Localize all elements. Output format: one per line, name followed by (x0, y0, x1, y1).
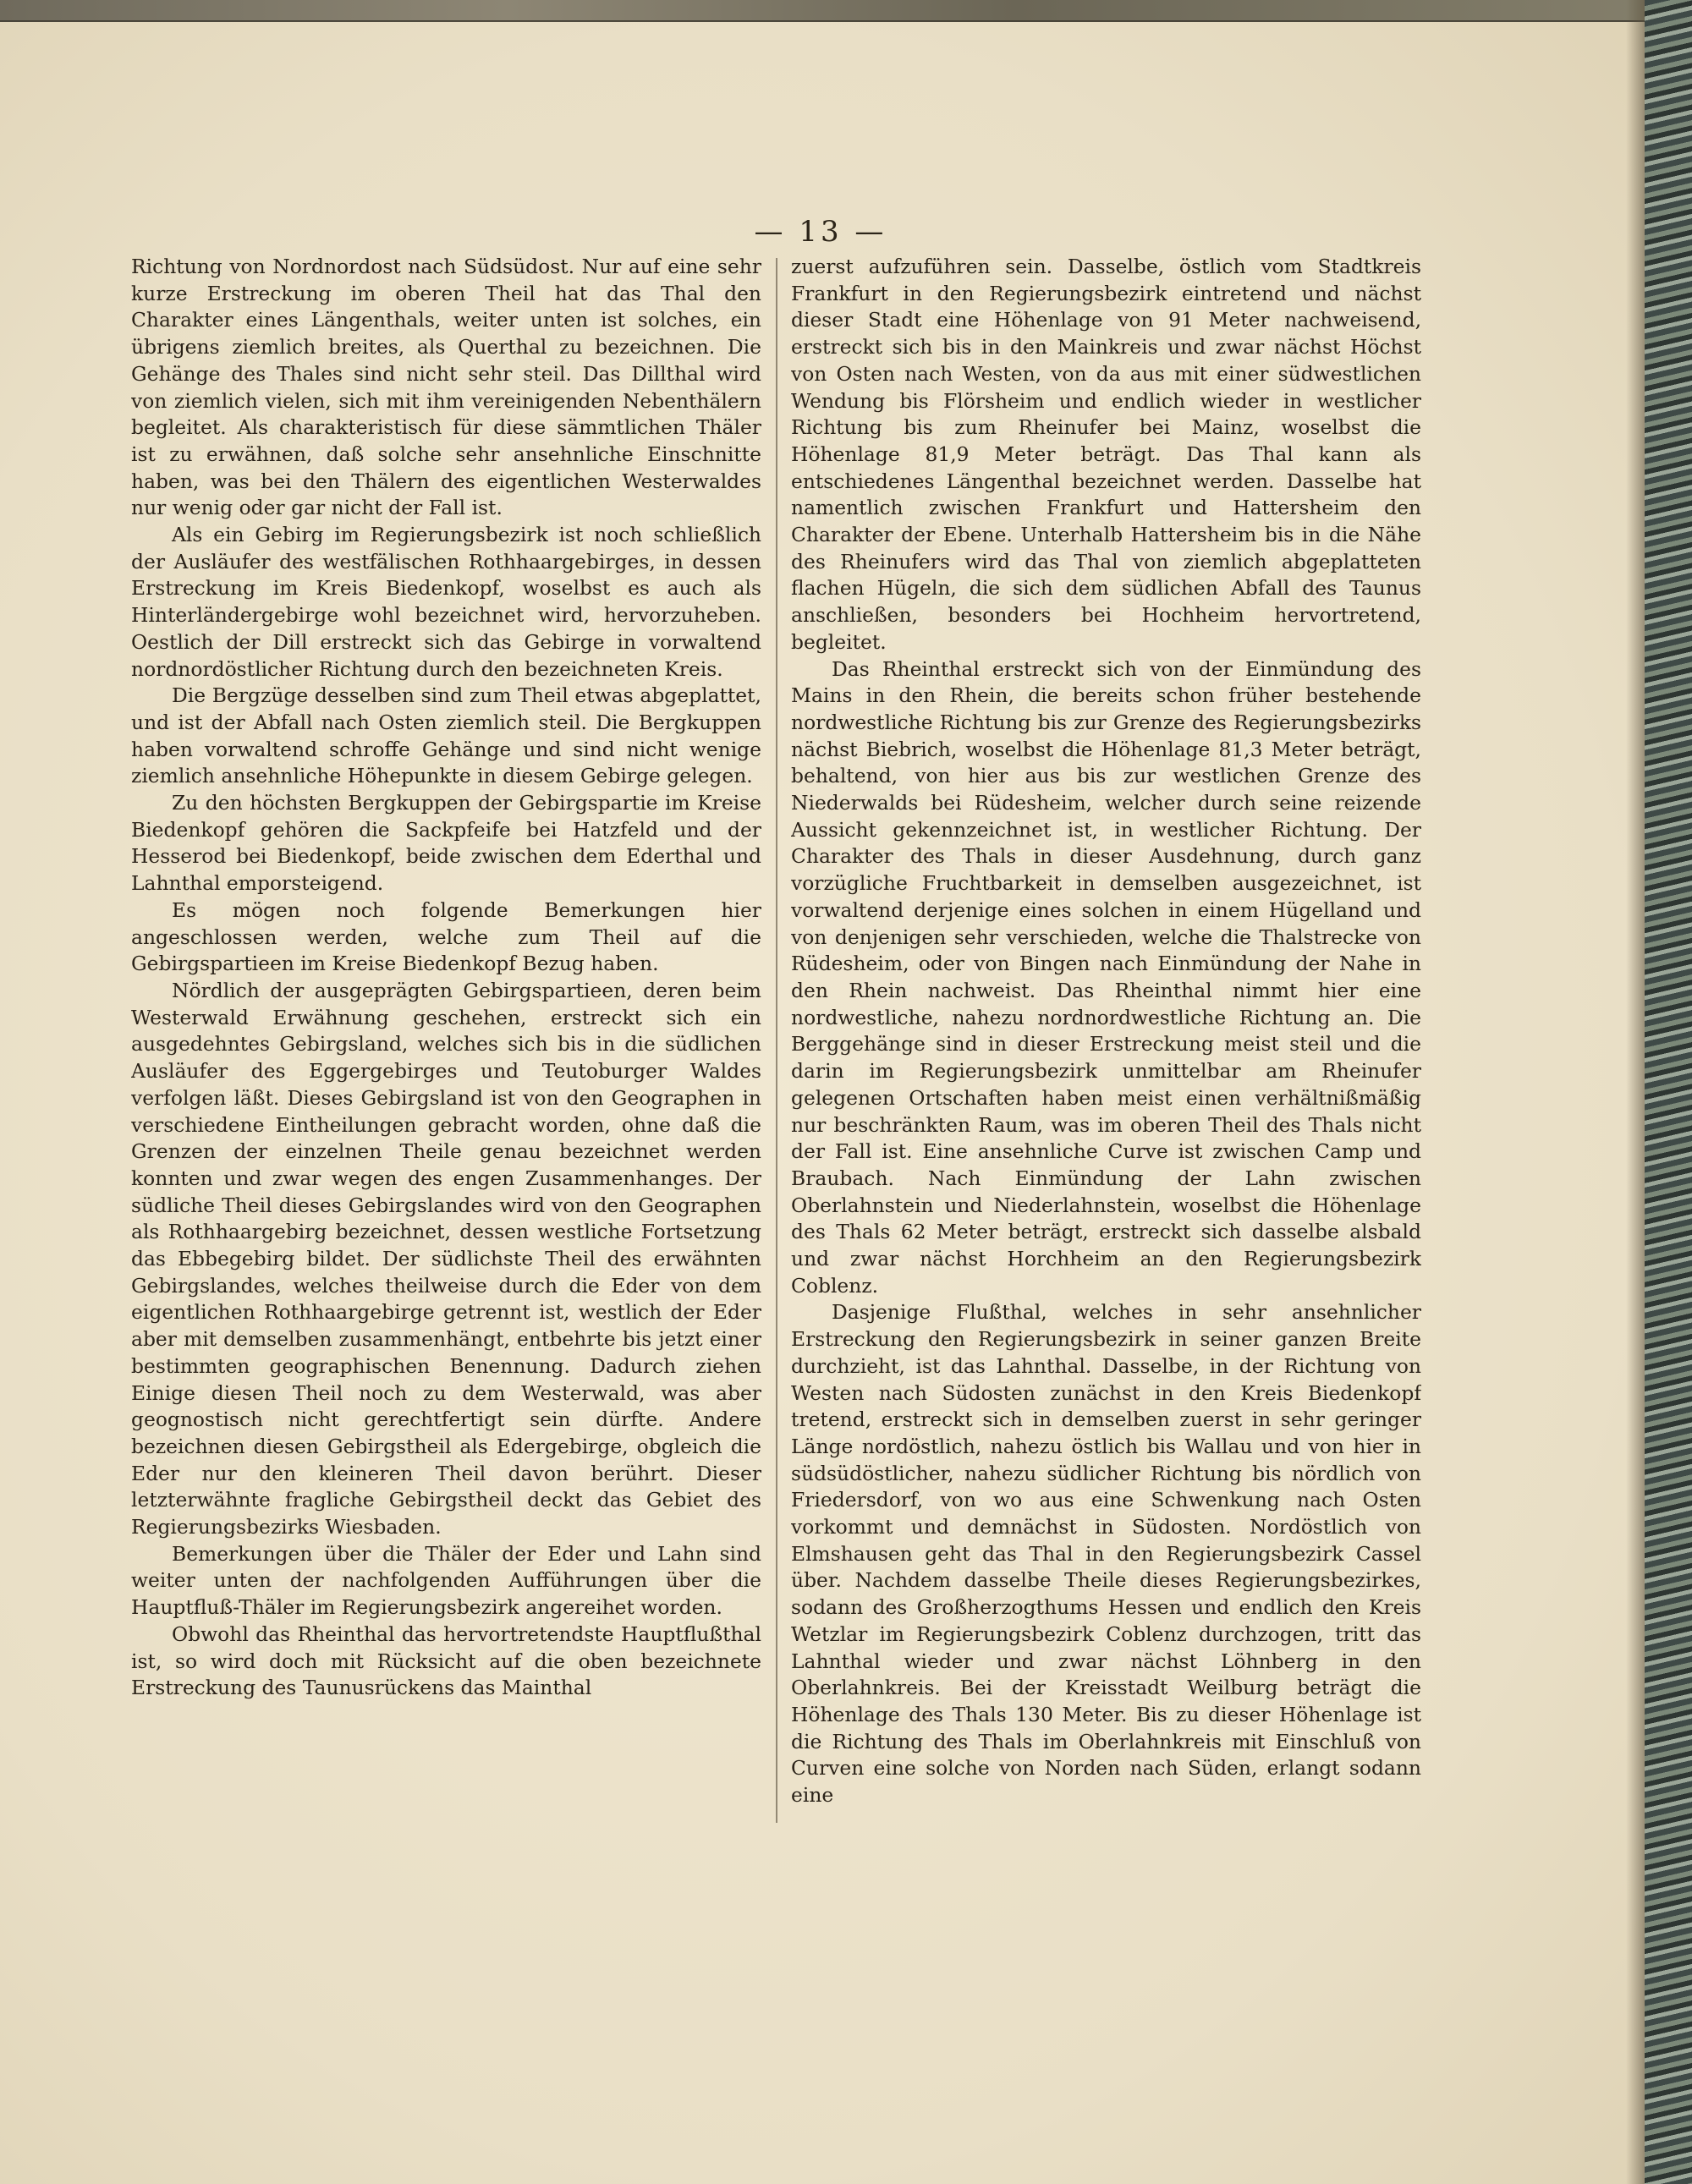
scan-top-edge (0, 0, 1692, 22)
paragraph: Als ein Gebirg im Regierungsbezirk ist noch schließlich der Ausläufer des westfälischen Rothhaargebirges, in dessen Erstreckung im Kreis Biedenkopf, woselbst es auch als Hinterländergebirge wohl bezeichnet wird, hervorzuheben. Oestlich der Dill erstreckt sich das Gebirge in vorwaltend nordnordöstlicher Richtung durch den bezeichneten Kreis. (131, 523, 761, 681)
paragraph: Dasjenige Flußthal, welches in sehr ansehnlicher Erstreckung den Regierungsbezirk in seiner ganzen Breite durchzieht, ist das Lahnthal. Dasselbe, in der Richtung von Westen nach Südosten zunächst in den Kreis Biedenkopf tretend, erstreckt sich in demselben zuerst in sehr geringer Länge nordöstlich, nahezu östlich bis Wallau und von hier in südsüdöstlicher, nahezu südlicher Richtung bis nördlich von Friedersdorf, von wo aus eine Schwenkung nach Osten vorkommt und demnächst in Südosten. Nordöstlich von Elmshausen geht das Thal in den Regierungsbezirk Cassel über. Nachdem dasselbe Theile dieses Regierungsbezirkes, sodann des Großherzogthums Hessen und endlich den Kreis Wetzlar im Regierungsbezirk Coblenz durchzogen, tritt das Lahnthal wieder und zwar nächst Löhnberg in den Oberlahnkreis. Bei der Kreisstadt Weilburg beträgt die Höhenlage des Thals 130 Meter. Bis zu dieser Höhenlage ist die Richtung des Thals im Oberlahnkreis mit Einschluß von Curven eine solche von Norden nach Süden, erlangt sodann eine (791, 1300, 1421, 1808)
paragraph: Die Bergzüge desselben sind zum Theil etwas abgeplattet, und ist der Abfall nach Osten ziemlich steil. Die Bergkuppen haben vorwaltend schroffe Gehänge und sind nicht wenige ziemlich ansehnliche Höhepunkte in diesem Gebirge gelegen. (131, 683, 761, 788)
paragraph: zuerst aufzuführen sein. Dasselbe, östlich vom Stadtkreis Frankfurt in den Regierungsbezirk eintretend und nächst dieser Stadt eine Höhenlage von 91 Meter nachweisend, erstreckt sich bis in den Mainkreis und zwar nächst Höchst von Osten nach Westen, von da aus mit einer südwestlichen Wendung bis Flörsheim und endlich wieder in westlicher Richtung bis zum Rheinufer bei Mainz, woselbst die Höhenlage 81,9 Meter beträgt. Das Thal kann als entschiedenes Längenthal bezeichnet werden. Dasselbe hat namentlich zwischen Frankfurt und Hattersheim den Charakter der Ebene. Unterhalb Hattersheim bis in die Nähe des Rheinufers wird das Thal von ziemlich abgeplatteten flachen Hügeln, die sich dem südlichen Abfall des Taunus anschließen, besonders bei Hochheim hervortretend, begleitet. (791, 255, 1421, 654)
paragraph: Zu den höchsten Bergkuppen der Gebirgspartie im Kreise Biedenkopf gehören die Sackpfeife bei Hatzfeld und der Hesserod bei Biedenkopf, beide zwischen dem Ederthal und Lahnthal emporsteigend. (131, 791, 761, 896)
paragraph: Das Rheinthal erstreckt sich von der Einmündung des Mains in den Rhein, die bereits schon früher bestehende nordwestliche Richtung bis zur Grenze des Regierungsbezirks nächst Biebrich, woselbst die Höhenlage 81,3 Meter beträgt, behaltend, von hier aus bis zur westlichen Grenze des Niederwalds bei Rüdesheim, welcher durch seine reizende Aussicht gekennzeichnet ist, in westlicher Richtung. Der Charakter des Thals in dieser Ausdehnung, durch ganz vorzügliche Fruchtbarkeit in demselben ausgezeichnet, ist vorwaltend derjenige eines solchen in einem Hügelland und von denjenigen sehr verschieden, welche die Thalstrecke von Rüdesheim, oder von Bingen nach Einmündung der Nahe in den Rhein nachweist. Das Rheinthal nimmt hier eine nordwestliche, nahezu nordnordwestliche Richtung an. Die Berggehänge sind in dieser Erstreckung meist steil und die darin im Regierungsbezirk unmittelbar am Rheinufer gelegenen Ortschaften haben meist einen verhältnißmäßig nur beschränkten Raum, was im oberen Theil des Thals nicht der Fall ist. Eine ansehnliche Curve ist zwischen Camp und Braubach. Nach Einmündung der Lahn zwischen Oberlahnstein und Niederlahnstein, woselbst die Höhenlage des Thals 62 Meter beträgt, erstreckt sich dasselbe alsbald und zwar nächst Horchheim an den Regierungsbezirk Coblenz. (791, 656, 1421, 1298)
left-column (131, 254, 761, 1827)
paragraph: Es mögen noch folgende Bemerkungen hier angeschlossen werden, welche zum Theil auf die Gebirgspartieen im Kreise Biedenkopf Bezug haben. (131, 897, 761, 976)
paragraph: Obwohl das Rheinthal das hervortretendste Hauptflußthal ist, so wird doch mit Rücksicht auf die oben bezeichnete Erstreckung des Taunusrückens das Mainthal (131, 1622, 761, 1700)
right-column (791, 254, 1421, 1827)
page-number: — 13 — (754, 215, 887, 249)
column-divider (776, 258, 777, 1823)
binding-shadow (1626, 0, 1645, 2184)
paragraph: Bemerkungen über die Thäler der Eder und Lahn sind weiter unten der nachfolgenden Aufführungen über die Hauptfluß-Thäler im Regierungsbezirk angereihet worden. (131, 1541, 761, 1620)
paragraph: Richtung von Nordnordost nach Südsüdost. Nur auf eine sehr kurze Erstreckung im oberen Theil hat das Thal den Charakter eines Längenthals, weiter unten ist solches, ein übrigens ziemlich breites, als Querthal zu bezeichnen. Die Gehänge des Thales sind nicht sehr steil. Das Dillthal wird von ziemlich vielen, sich mit ihm vereinigenden Nebenthälern begleitet. Als charakteristisch für diese sämmtlichen Thäler ist zu erwähnen, daß solche sehr ansehnliche Einschnitte haben, was bei den Thälern des eigentlichen Westerwaldes nur wenig oder gar nicht der Fall ist. (131, 255, 761, 520)
paragraph: Nördlich der ausgeprägten Gebirgspartieen, deren beim Westerwald Erwähnung geschehen, erstreckt sich ein ausgedehntes Gebirgsland, welches sich bis in die südlichen Ausläufer des Eggergebirges und Teutoburger Waldes verfolgen läßt. Dieses Gebirgsland ist von den Geographen in verschiedene Eintheilungen gebracht worden, ohne daß die Grenzen der einzelnen Theile genau bezeichnet werden konnten und zwar wegen des engen Zusammenhanges. Der südliche Theil dieses Gebirgslandes wird von den Geographen als Rothhaargebirg bezeichnet, dessen westliche Fortsetzung das Ebbegebirg bildet. Der südlichste Theil des erwähnten Gebirgslandes, welches theilweise durch die Eder von dem eigentlichen Rothhaargebirge getrennt ist, westlich der Eder aber mit demselben zusammenhängt, entbehrte bis jetzt einer bestimmten geographischen Benennung. Dadurch ziehen Einige diesen Theil noch zu dem Westerwald, was aber geognostisch nicht gerechtfertigt sein dürfte. Andere bezeichnen diesen Gebirgstheil als Edergebirge, obgleich die Eder nur den kleineren Theil davon berührt. Dieser letzterwähnte fragliche Gebirgstheil deckt das Gebiet des Regierungsbezirks Wiesbaden. (131, 978, 761, 1539)
book-binding (1645, 0, 1692, 2184)
